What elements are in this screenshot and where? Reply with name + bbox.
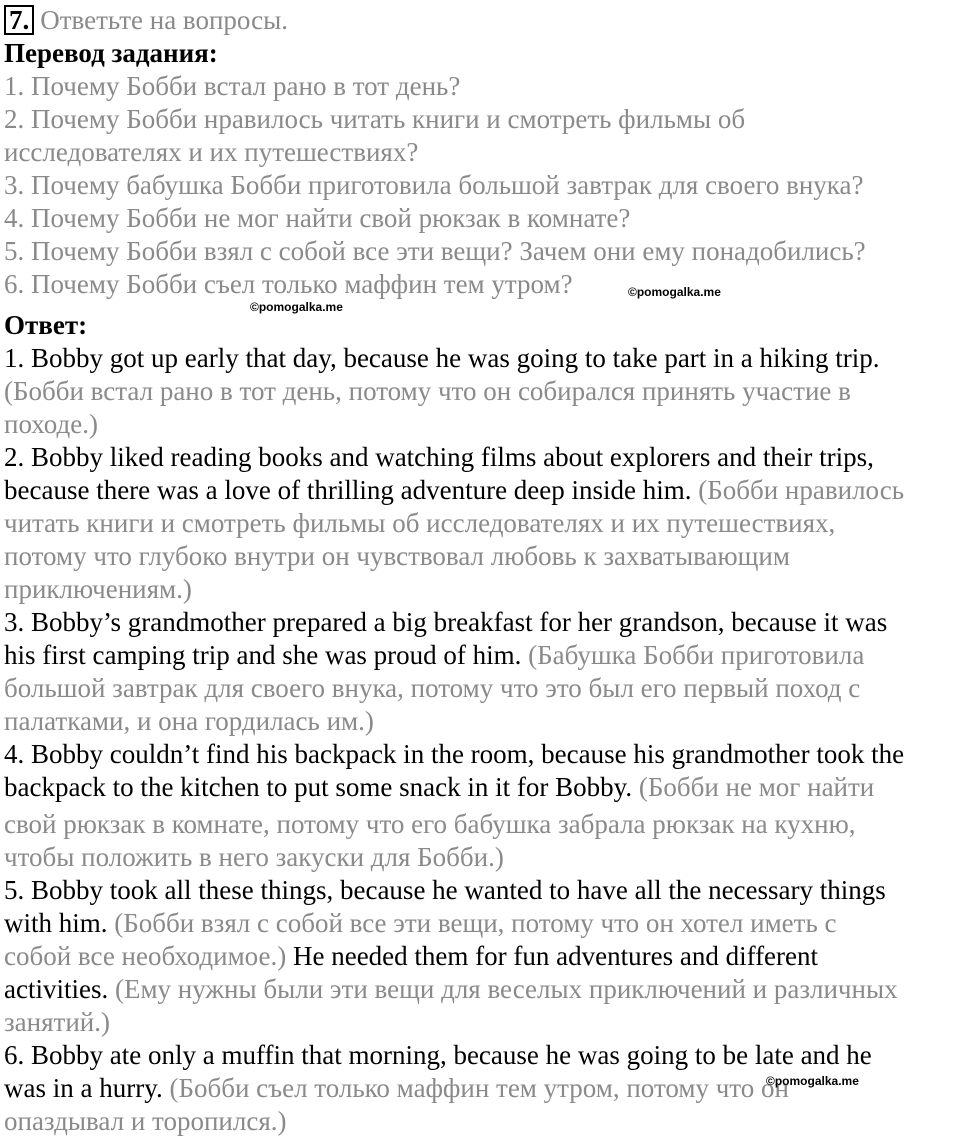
question-4: 4. Почему Бобби не мог найти свой рюкзак в комнате? xyxy=(4,203,631,233)
translation-heading: Перевод задания: xyxy=(4,38,218,68)
task-number-box: 7. xyxy=(4,5,34,35)
answer-3-line-2 xyxy=(4,639,958,672)
question-2: 2. Почему Бобби нравилось читать книги и смотреть фильмы об xyxy=(4,104,746,134)
answer-1-line-1: 1. Bobby got up early that day, because he was going to take part in a hiking trip. xyxy=(4,343,880,373)
answer-5-line-5: занятий.) xyxy=(4,1007,110,1037)
answer-4-line-3: свой рюкзак в комнате, потому что его бабушка забрала рюкзак на кухню, xyxy=(4,809,856,839)
answer-4-line-2 xyxy=(4,771,958,804)
watermark-1: ©pomogalka.me xyxy=(250,300,343,314)
answer-2-line-5: приключениям.) xyxy=(4,574,192,604)
answer-heading: Ответ: xyxy=(4,310,88,340)
answer-4-translation-start: (Бобби не мог найти xyxy=(632,772,875,802)
answer-6-line-1: 6. Bobby ate only a muffin that morning, because he was going to be late and he xyxy=(4,1040,872,1070)
answer-6-translation-start: (Бобби съел только маффин тем утром, потому что он xyxy=(162,1073,789,1103)
question-3: 3. Почему бабушка Бобби приготовила большой завтрак для своего внука? xyxy=(4,170,864,200)
answer-5-line-4 xyxy=(4,973,958,1006)
watermark-2: ©pomogalka.me xyxy=(628,285,721,299)
answer-2-translation-start: (Бобби нравилось xyxy=(691,475,905,505)
answer-5-translation-start: (Бобби взял с собой все эти вещи, потому что он хотел иметь с xyxy=(107,908,837,938)
answer-2-english-end: because there was a love of thrilling adventure deep inside him. xyxy=(4,475,692,505)
answer-5-english-2-end: activities. xyxy=(4,974,109,1004)
answer-5-line-1: 5. Bobby took all these things, because he wanted to have all the necessary things xyxy=(4,875,886,905)
watermark-3: ©pomogalka.me xyxy=(766,1074,859,1088)
answer-2-line-3: читать книги и смотреть фильмы об исследователях и их путешествиях, xyxy=(4,508,836,538)
answer-3-english-end: his first camping trip and she was proud of him. xyxy=(4,640,522,670)
answer-5-line-3 xyxy=(4,940,958,973)
answer-5-english-end: with him. xyxy=(4,908,108,938)
answer-5-english-2-start: He needed them for fun adventures and different xyxy=(286,941,819,971)
answer-4-line-4: чтобы положить в него закуски для Бобби.) xyxy=(4,842,504,872)
task-title: Ответьте на вопросы. xyxy=(40,5,288,35)
answer-3-line-3: большой завтрак для своего внука, потому что это был его первый поход с xyxy=(4,673,861,703)
answer-5-line-2 xyxy=(4,907,958,940)
answer-1-line-2: (Бобби встал рано в тот день, потому что он собирался принять участие в xyxy=(4,376,851,406)
answer-3-line-4: палатками, и она гордилась им.) xyxy=(4,706,374,736)
answer-6-line-3: опаздывал и торопился.) xyxy=(4,1106,287,1136)
question-1: 1. Почему Бобби встал рано в тот день? xyxy=(4,71,461,101)
exercise-page xyxy=(4,4,958,1138)
answer-2-line-2 xyxy=(4,474,958,507)
answer-5-translation-2-start: (Ему нужны были эти вещи для веселых приключений и различных xyxy=(108,974,898,1004)
answer-1-line-3: походе.) xyxy=(4,409,98,439)
answer-2-line-1: 2. Bobby liked reading books and watching films about explorers and their trips, xyxy=(4,442,874,472)
answer-6-english-end: was in a hurry. xyxy=(4,1073,163,1103)
answer-3-translation-start: (Бабушка Бобби приготовила xyxy=(521,640,865,670)
answer-5-translation-end: собой все необходимое.) xyxy=(4,941,287,971)
task-header xyxy=(4,4,958,37)
question-5: 5. Почему Бобби взял с собой все эти вещи? Зачем они ему понадобились? xyxy=(4,236,866,266)
question-2-cont: исследователях и их путешествиях? xyxy=(4,137,419,167)
question-6: 6. Почему Бобби съел только маффин тем утром? xyxy=(4,269,573,299)
answer-3-line-1: 3. Bobby’s grandmother prepared a big breakfast for her grandson, because it was xyxy=(4,607,888,637)
answer-4-line-1: 4. Bobby couldn’t find his backpack in the room, because his grandmother took the xyxy=(4,739,905,769)
answer-4-english-end: backpack to the kitchen to put some snack in it for Bobby. xyxy=(4,772,633,802)
answer-2-line-4: потому что глубоко внутри он чувствовал любовь к захватывающим xyxy=(4,541,790,571)
